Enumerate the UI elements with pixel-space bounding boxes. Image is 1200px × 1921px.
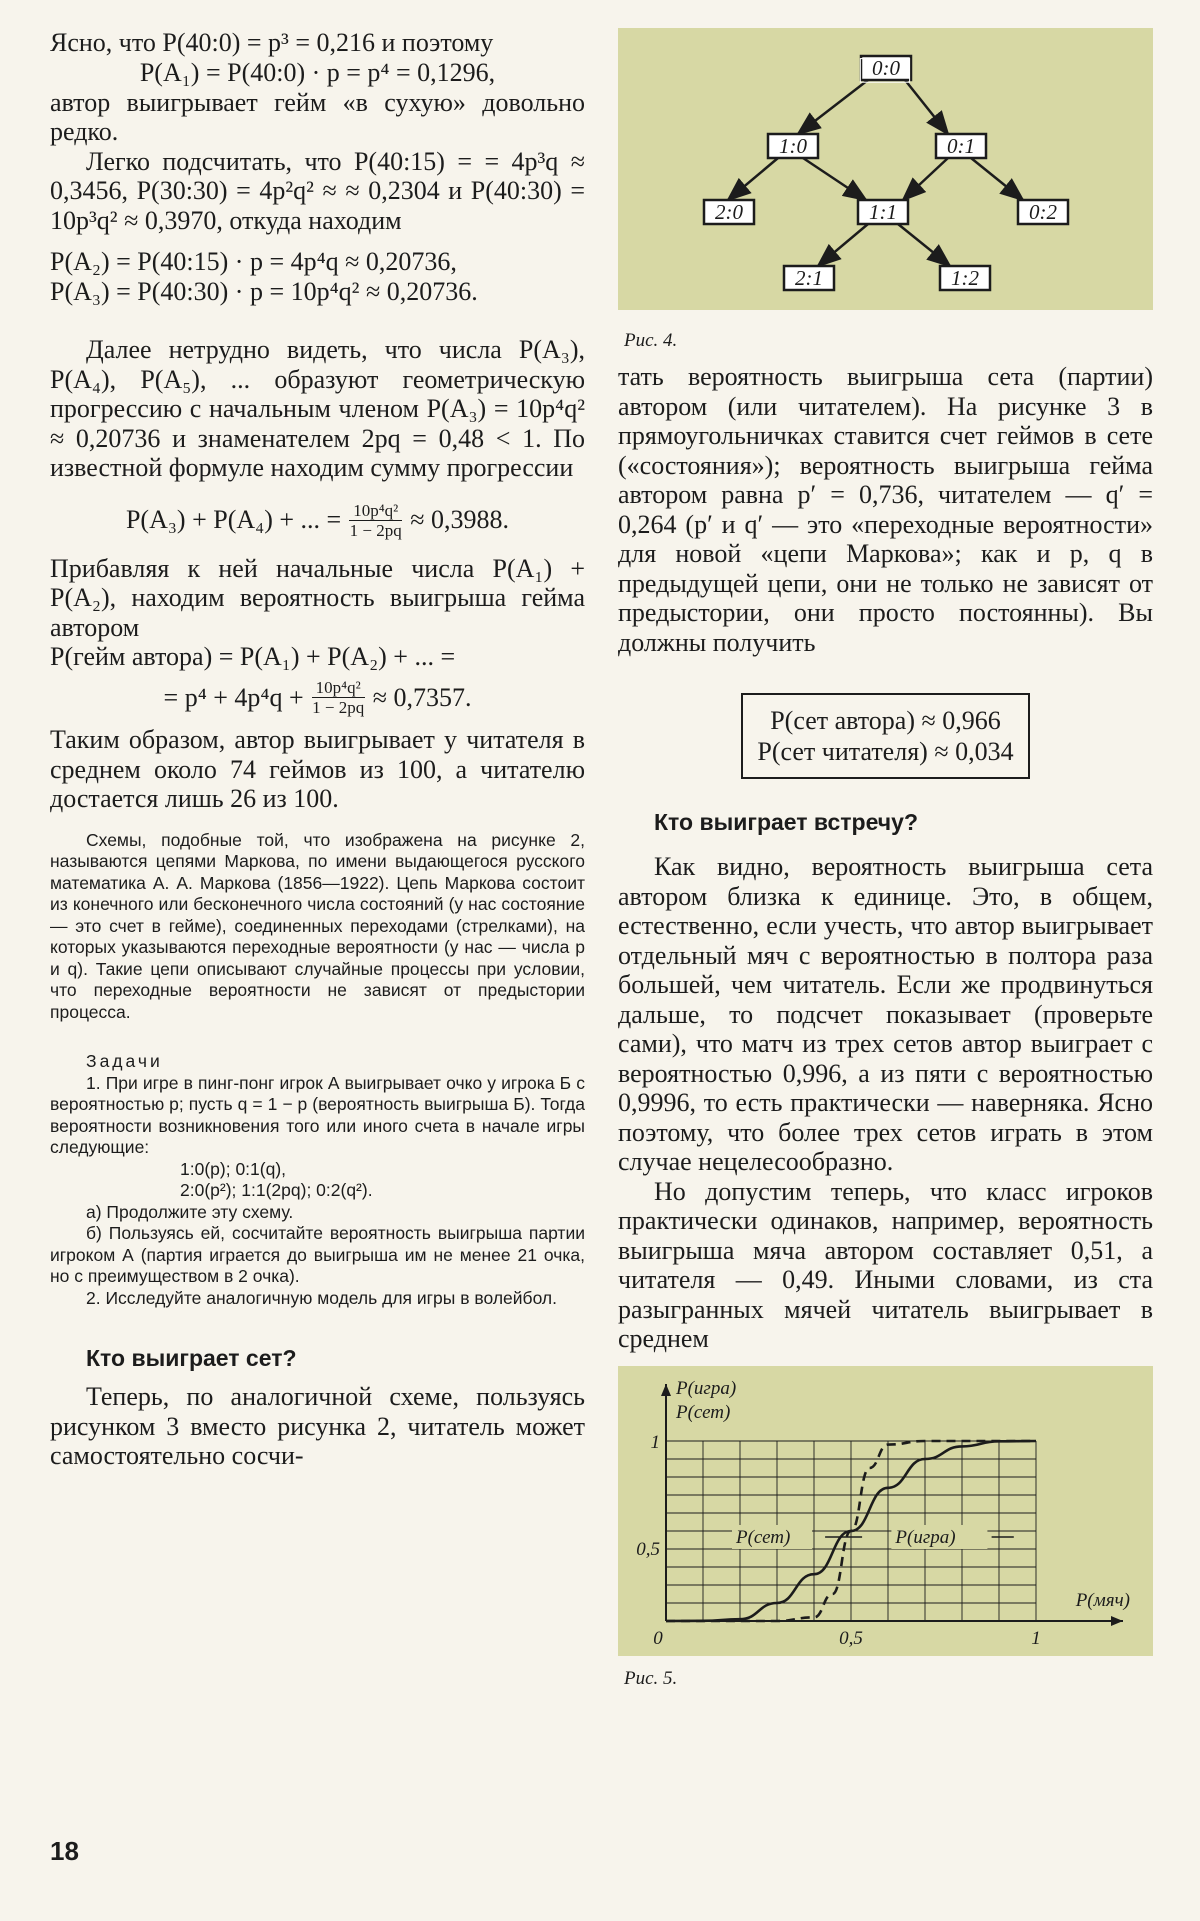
arrow — [905, 80, 948, 134]
right-column — [618, 28, 1153, 1690]
formula-part: ≈ 0,3988. — [410, 505, 510, 534]
figure-4-markov-chain — [618, 28, 1153, 310]
fraction-denominator: 1 − 2pq — [312, 698, 365, 717]
fraction — [349, 501, 402, 540]
fraction-denominator: 1 − 2pq — [349, 520, 402, 540]
arrow — [818, 224, 868, 266]
page-number: 18 — [50, 1836, 79, 1866]
x-tick-label: 0 — [653, 1627, 663, 1649]
state-label: 1:1 — [869, 200, 897, 224]
arrow — [903, 158, 948, 200]
left-column — [50, 28, 585, 1471]
formula-part: P(A₃) + P(A₄) + ... = — [125, 505, 342, 534]
state-label: 0:2 — [1029, 200, 1057, 224]
task-1-b: б) Пользуясь ей, сосчитайте вероятность выигрыша партии игроком А (партия играется до выигрыша им не менее 21 очка, но с преимуществом в 2 очка). — [50, 1223, 585, 1286]
result-reader: P(сет читателя) ≈ 0,034 — [757, 737, 1014, 766]
y-tick-label: 0,5 — [636, 1538, 660, 1560]
formula: P(A₂) = P(40:15) · p = 4p⁴q ≈ 0,20736, — [50, 247, 457, 276]
formula: P(A₁) = P(40:0) · p = p⁴ = 0,1296, — [139, 57, 496, 87]
state-label: 2:1 — [795, 266, 823, 290]
arrow — [803, 158, 866, 200]
note-markov: Схемы, подобные той, что изображена на рисунке 2, называются цепями Маркова, по имени выдающегося русского математика А. А. Маркова (1856—1922). Цепь Маркова состоит из конечного или бесконечного числа состояний (у нас состояние — это счет в гейме), соединенных переходами (стрелками), на которых указываются переходные вероятности (у нас — числа p и q). Такие цепи описывают случайные процессы при условии, что переходные вероятности не зависят от предыстории процесса. — [50, 829, 585, 1022]
figure-5-chart — [618, 1366, 1153, 1656]
series-label-game: P(игра) — [895, 1526, 956, 1548]
paragraph: Как видно, вероятность выигрыша сета автором близка к единице. Это, в общем, естественно, если учесть, что автор выигрывает отдельный мяч с вероятностью в полтора раза большей, чем читатель. Если же продвинуться дальше, то подсчет показывает (проверьте сами), что матч из трех сетов автор выиграет с вероятностью 0,996, а из пяти с вероятностью 0,9996, то есть практически — наверняка. Ясно поэтому, что более трех сетов играть в этом случае нецелесообразно. — [618, 852, 1153, 1176]
state-label: 0:0 — [872, 56, 900, 80]
chart-svg — [618, 1366, 1153, 1656]
state-label: 0:1 — [947, 134, 975, 158]
result-author: P(сет автора) ≈ 0,966 — [770, 706, 1001, 735]
formula-part: ≈ 0,7357. — [372, 682, 472, 712]
x-axis-label: P(мяч) — [1075, 1589, 1130, 1611]
state-label: 2:0 — [715, 200, 743, 224]
arrow — [971, 158, 1023, 200]
paragraph: Но допустим теперь, что класс игроков практически одинаков, например, вероятность выигрыша мяча автором составляет 0,51, а читателя — 0,49. Иными словами, из ста разыгранных мячей читатель выигрывает в среднем — [618, 1176, 1153, 1353]
arrow — [798, 80, 868, 134]
task-1: 1. При игре в пинг-понг игрок А выигрывает очко у игрока Б с вероятностью p; пусть q = 1 − p (вероятность выигрыша Б). Тогда вероятности возникновения того или иного счета в начале игры следующие: — [50, 1072, 585, 1157]
state-label: 1:2 — [951, 266, 979, 290]
task-2: 2. Исследуйте аналогичную модель для игры в волейбол. — [86, 1287, 557, 1308]
task-1-scores: 1:0(p); 0:1(q), — [180, 1158, 287, 1179]
fraction-numerator: 10p⁴q² — [312, 678, 365, 698]
heading-match: Кто выиграет встречу? — [654, 809, 919, 835]
figure-5-caption: Рис. 5. — [624, 1667, 678, 1689]
paragraph: Прибавляя к ней начальные числа P(A₁) + P(A₂), находим вероятность выигрыша гейма автором — [50, 553, 585, 642]
x-tick-label: 1 — [1031, 1627, 1041, 1649]
formula: P(гейм автора) = P(A₁) + P(A₂) + ... = — [50, 642, 456, 671]
fraction — [312, 678, 365, 717]
paragraph: Таким образом, автор выигрывает у читателя в среднем около 74 геймов из 100, а читателю достается лишь 26 из 100. — [50, 725, 585, 813]
paragraph: Теперь, по аналогичной схеме, пользуясь рисунком 3 вместо рисунка 2, читатель может самостоятельно сосчи- — [50, 1382, 585, 1470]
formula-part: = p⁴ + 4p⁴q + — [163, 682, 304, 712]
state-label: 1:0 — [779, 134, 807, 158]
fraction-numerator: 10p⁴q² — [349, 501, 402, 521]
x-axis-arrow — [1111, 1616, 1123, 1626]
heading-set: Кто выиграет сет? — [86, 1345, 297, 1371]
paragraph: Далее нетрудно видеть, что числа P(A₃), P(A₄), P(A₅), ... образуют геометрическую прогрессию с начальным членом P(A₃) = 10p⁴q² ≈ 0,20736 и знаменателем 2pq = 0,48 < 1. По известной формуле находим сумму прогрессии — [50, 335, 585, 482]
arrow — [728, 158, 778, 200]
series-label-set: P(сет) — [736, 1526, 791, 1548]
formula: P(A₃) = P(40:30) · p = 10p⁴q² ≈ 0,20736. — [50, 277, 478, 306]
arrow — [898, 224, 950, 266]
y-tick-label: 1 — [650, 1431, 660, 1453]
result-box — [741, 693, 1029, 779]
formula-total — [50, 678, 585, 717]
formula-sum — [50, 501, 585, 540]
paragraph: Легко подсчитать, что P(40:15) = = 4p³q ≈ 0,3456, P(30:30) = 4p²q² ≈ ≈ 0,2304 и P(40:30) = 10p³q² ≈ 0,3970, откуда находим — [50, 146, 585, 235]
paragraph: автор выигрывает гейм «в сухую» довольно редко. — [50, 87, 585, 146]
x-tick-label: 0,5 — [839, 1627, 863, 1649]
paragraph: тать вероятность выигрыша сета (партии) автором (или читателем). На рисунке 3 в прямоугольничках ставится счет геймов в сете («состояния»); вероятность выигрыша гейма автором равна p′ = 0,736, читателем — q′ = 0,264 (p′ и q′ — это «переходные вероятности» для новой «цепи Маркова»; как и p, q в предыдущей цепи, они не только не зависят от предыстории, они просто постоянны). Вы должны получить — [618, 362, 1153, 657]
y-axis-arrow — [661, 1384, 671, 1396]
result-box-wrap — [618, 693, 1153, 779]
paragraph: Ясно, что P(40:0) = p³ = 0,216 и поэтому — [50, 28, 494, 57]
task-1-a: а) Продолжите эту схему. — [86, 1201, 294, 1222]
task-1-scores: 2:0(p²); 1:1(2pq); 0:2(q²). — [180, 1180, 373, 1200]
figure-4-caption: Рис. 4. — [624, 330, 678, 351]
y-axis-label: P(игра) — [676, 1377, 737, 1399]
y-axis-label: P(сет) — [676, 1401, 731, 1423]
markov-arrows — [618, 28, 1153, 310]
tasks-title: Задачи — [86, 1051, 163, 1071]
